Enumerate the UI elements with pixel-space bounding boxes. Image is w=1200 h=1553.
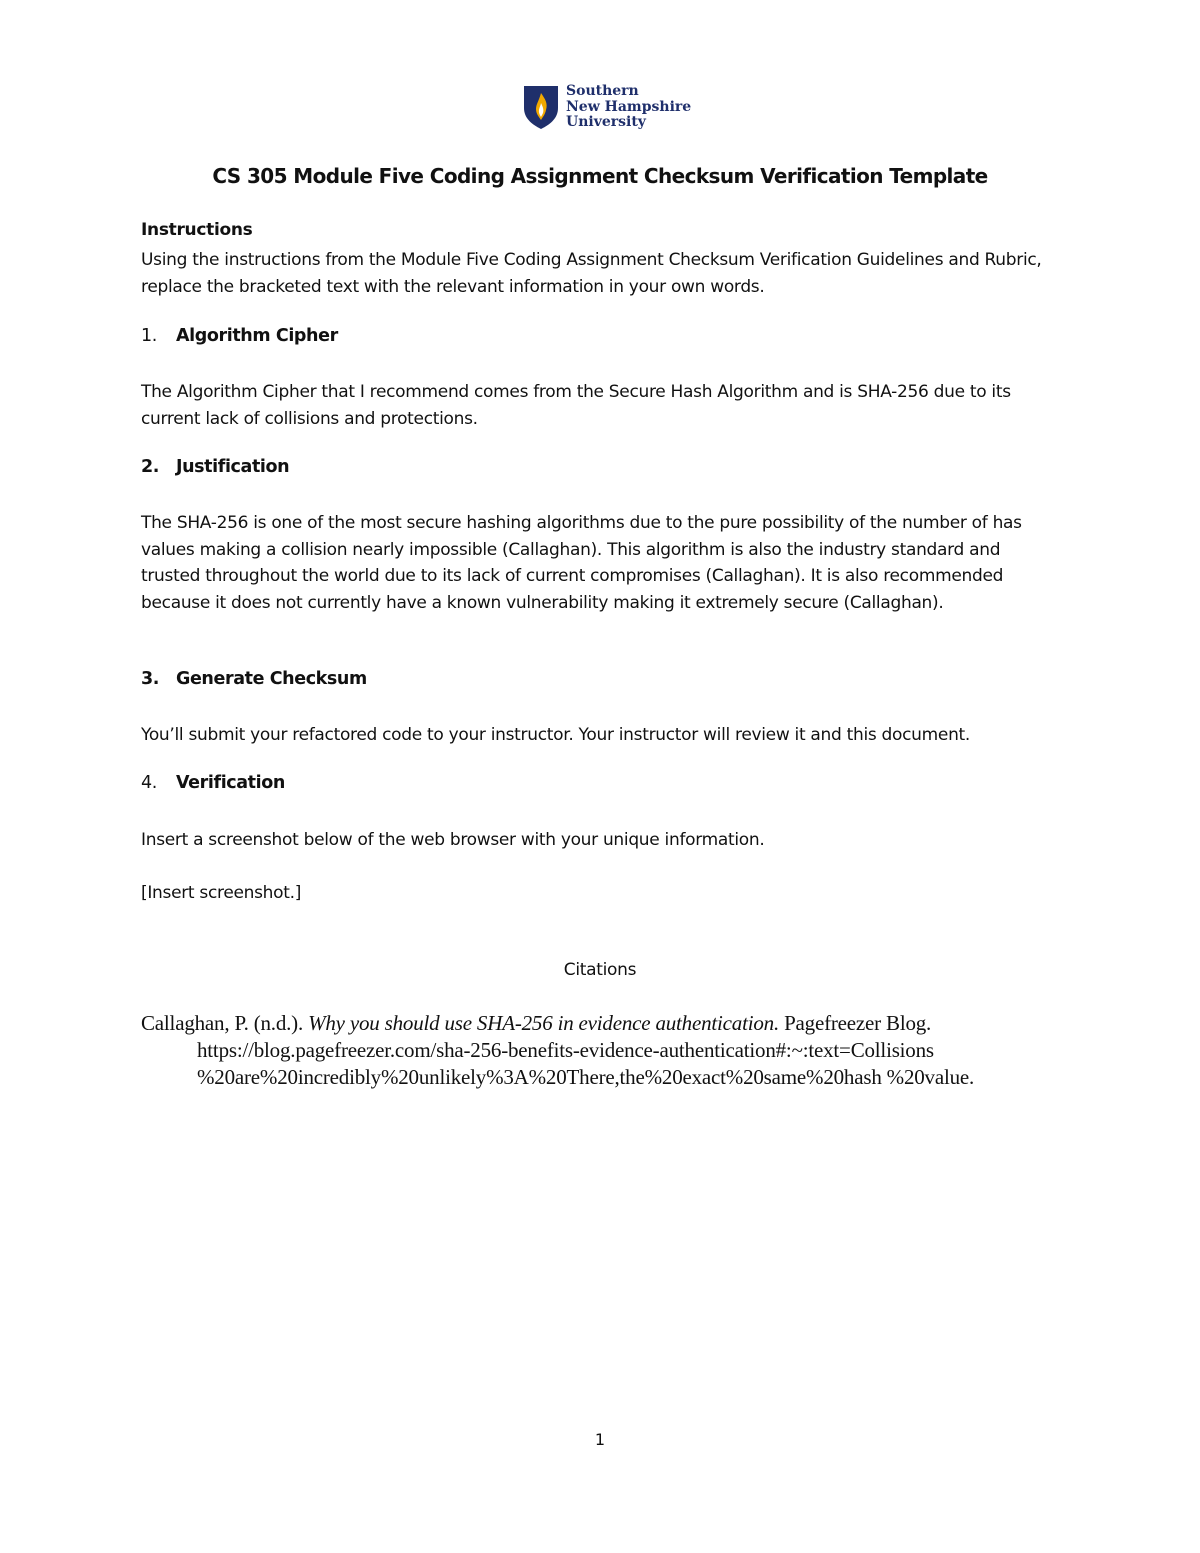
section-body-generate-checksum: You’ll submit your refactored code to your instructor. Your instructor will review it and this document. <box>141 725 971 745</box>
instructions-text: Using the instructions from the Module Five Coding Assignment Checksum Verification Guidelines and Rubric, replace the bracketed text with the relevant information in your own words. <box>141 250 1042 297</box>
screenshot-placeholder: [Insert screenshot.] <box>141 883 302 903</box>
instructions-heading: Instructions <box>141 220 253 240</box>
citation-authors: Callaghan, P. (n.d.). <box>141 1011 304 1035</box>
section-number: 3. <box>141 669 160 689</box>
section-body-algorithm-cipher: The Algorithm Cipher that I recommend comes from the Secure Hash Algorithm and is SHA-256 due to its current lack of collisions and protections. <box>141 382 1011 429</box>
citation-entry <box>141 1010 1117 1091</box>
section-number: 2. <box>141 457 160 477</box>
shield-flame-icon <box>522 84 560 130</box>
section-heading-generate-checksum <box>141 669 367 689</box>
section-title: Generate Checksum <box>176 669 367 689</box>
section-body-verification: Insert a screenshot below of the web browser with your unique information. <box>141 830 765 850</box>
logo-line-1: Southern <box>566 83 639 99</box>
citation-title: Why you should use SHA-256 in evidence authentication. <box>308 1011 780 1035</box>
section-title: Justification <box>176 457 290 477</box>
logo-line-2: New Hampshire <box>566 98 692 115</box>
section-number: 1. <box>141 326 157 346</box>
section-heading-verification <box>141 773 285 793</box>
citations-heading: Citations <box>563 960 637 980</box>
section-title: Verification <box>176 773 285 793</box>
university-name <box>566 84 691 131</box>
section-heading-algorithm-cipher <box>141 326 338 346</box>
section-heading-justification <box>141 457 289 477</box>
document-title: CS 305 Module Five Coding Assignment Checksum Verification Template <box>212 164 988 188</box>
section-title: Algorithm Cipher <box>176 326 338 346</box>
page-number: 1 <box>594 1430 606 1449</box>
section-body-justification: The SHA-256 is one of the most secure hashing algorithms due to the pure possibility of the number of has values making a collision nearly impossible (Callaghan). This algorithm is also the industry standard and trusted throughout the world due to its lack of current compromises (Callaghan). It is also recommended because it does not currently have a known vulnerability making it extremely secure (Callaghan). <box>141 513 1022 613</box>
university-logo <box>522 84 692 132</box>
logo-line-3: University <box>566 114 646 130</box>
citation-url[interactable]: https://blog.pagefreezer.com/sha-256-benefits-evidence-authentication#:~:text=Collisions %20are%20incredibly%20unlikely%3A%20There,the%20exact%20same%20hash %20value. <box>197 1038 975 1089</box>
citation-source: Pagefreezer Blog. <box>784 1011 932 1035</box>
section-number: 4. <box>141 773 157 793</box>
